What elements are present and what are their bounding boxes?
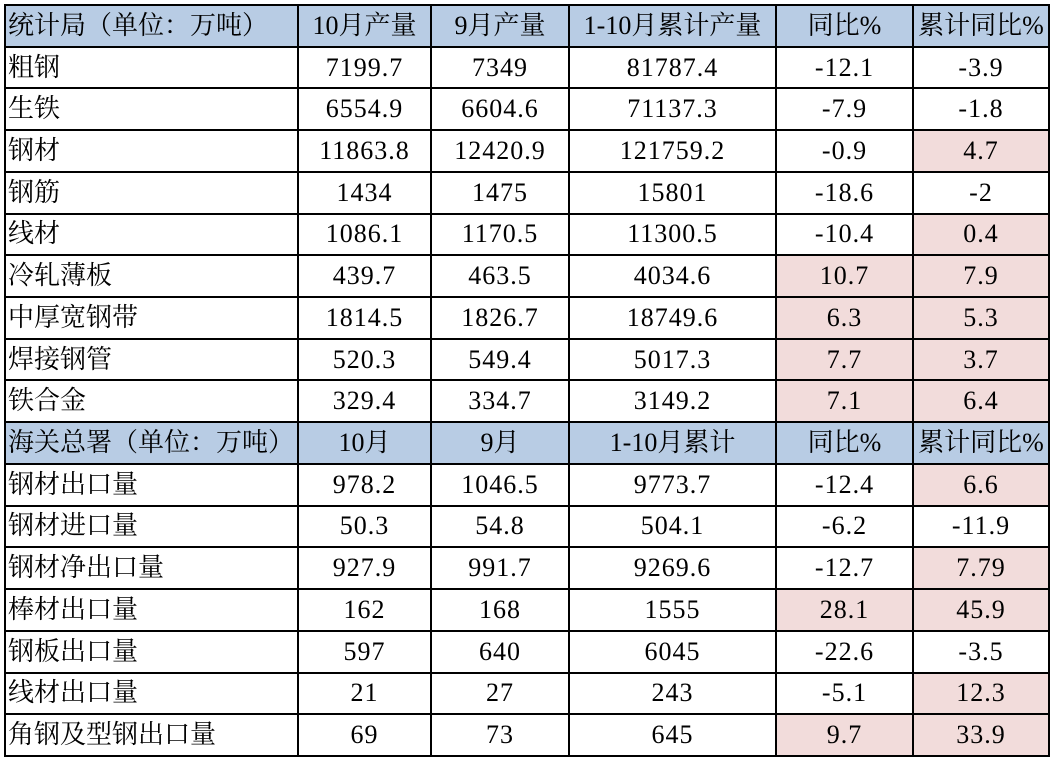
value-cell: 6.3 [776,297,913,339]
table-row-crude-steel [5,47,1049,89]
value-cell: 121759.2 [569,130,776,172]
section-title-statistics-bureau: 统计局（单位：万吨） [5,5,298,47]
value-cell: -12.1 [776,47,913,89]
column-header-sep-production: 9月产量 [431,5,569,47]
value-cell: 9269.6 [569,547,776,589]
value-cell: 243 [569,673,776,715]
value-cell: 549.4 [431,339,569,381]
value-cell: 11300.5 [569,214,776,256]
value-cell: 5017.3 [569,339,776,381]
value-cell: -12.4 [776,464,913,506]
value-cell: 9.7 [776,714,913,756]
table-row-pig-iron [5,88,1049,130]
value-cell: 334.7 [431,380,569,422]
section-header-row-customs [5,422,1049,464]
value-cell: 162 [298,589,431,631]
row-label: 冷轧薄板 [5,255,298,297]
row-label: 钢材出口量 [5,464,298,506]
value-cell: 54.8 [431,506,569,548]
value-cell: 50.3 [298,506,431,548]
value-cell: 0.4 [913,214,1049,256]
value-cell: -2 [913,172,1049,214]
value-cell: -22.6 [776,631,913,673]
column-header-oct: 10月 [298,422,431,464]
value-cell: 1086.1 [298,214,431,256]
value-cell: -5.1 [776,673,913,715]
value-cell: 1475 [431,172,569,214]
value-cell: 1826.7 [431,297,569,339]
table-row-cold-rolled-sheet [5,255,1049,297]
value-cell: 5.3 [913,297,1049,339]
value-cell: 69 [298,714,431,756]
value-cell: 1555 [569,589,776,631]
value-cell: 7.1 [776,380,913,422]
value-cell: 9773.7 [569,464,776,506]
column-header-oct-production: 10月产量 [298,5,431,47]
value-cell: 1814.5 [298,297,431,339]
value-cell: 1046.5 [431,464,569,506]
value-cell: 504.1 [569,506,776,548]
value-cell: 4034.6 [569,255,776,297]
value-cell: 45.9 [913,589,1049,631]
steel-statistics-table [4,4,1050,757]
value-cell: 6604.6 [431,88,569,130]
value-cell: -18.6 [776,172,913,214]
column-header-cumulative-yoy-2: 累计同比% [913,422,1049,464]
table-row-welded-pipe [5,339,1049,381]
value-cell: 27 [431,673,569,715]
value-cell: -6.2 [776,506,913,548]
value-cell: 4.7 [913,130,1049,172]
value-cell: 640 [431,631,569,673]
row-label: 棒材出口量 [5,589,298,631]
value-cell: 12.3 [913,673,1049,715]
value-cell: 6045 [569,631,776,673]
row-label: 线材出口量 [5,673,298,715]
row-label: 粗钢 [5,47,298,89]
table-row-plate-exports [5,631,1049,673]
value-cell: 978.2 [298,464,431,506]
column-header-sep: 9月 [431,422,569,464]
value-cell: 81787.4 [569,47,776,89]
value-cell: 927.9 [298,547,431,589]
value-cell: -11.9 [913,506,1049,548]
value-cell: 11863.8 [298,130,431,172]
value-cell: 7.9 [913,255,1049,297]
column-header-yoy-2: 同比% [776,422,913,464]
value-cell: 329.4 [298,380,431,422]
value-cell: 1434 [298,172,431,214]
value-cell: 33.9 [913,714,1049,756]
value-cell: 597 [298,631,431,673]
value-cell: -3.5 [913,631,1049,673]
value-cell: 1170.5 [431,214,569,256]
value-cell: 991.7 [431,547,569,589]
column-header-cumulative-yoy: 累计同比% [913,5,1049,47]
row-label: 钢板出口量 [5,631,298,673]
column-header-cumulative-production: 1-10月累计产量 [569,5,776,47]
value-cell: 6554.9 [298,88,431,130]
value-cell: -0.9 [776,130,913,172]
row-label: 角钢及型钢出口量 [5,714,298,756]
row-label: 中厚宽钢带 [5,297,298,339]
row-label: 钢材 [5,130,298,172]
value-cell: 3149.2 [569,380,776,422]
value-cell: 6.4 [913,380,1049,422]
value-cell: -3.9 [913,47,1049,89]
value-cell: -12.7 [776,547,913,589]
value-cell: 7199.7 [298,47,431,89]
value-cell: 18749.6 [569,297,776,339]
row-label: 钢材进口量 [5,506,298,548]
column-header-cumulative: 1-10月累计 [569,422,776,464]
value-cell: 7.79 [913,547,1049,589]
value-cell: 28.1 [776,589,913,631]
value-cell: 12420.9 [431,130,569,172]
table-row-angle-section-steel-exports [5,714,1049,756]
value-cell: 3.7 [913,339,1049,381]
table-row-steel-exports [5,464,1049,506]
value-cell: -10.4 [776,214,913,256]
value-cell: 73 [431,714,569,756]
value-cell: 7.7 [776,339,913,381]
value-cell: 520.3 [298,339,431,381]
value-cell: 645 [569,714,776,756]
value-cell: -7.9 [776,88,913,130]
value-cell: -1.8 [913,88,1049,130]
row-label: 生铁 [5,88,298,130]
table-row-wire-rod [5,214,1049,256]
row-label: 焊接钢管 [5,339,298,381]
table-row-steel-imports [5,506,1049,548]
table-row-medium-wide-strip [5,297,1049,339]
value-cell: 463.5 [431,255,569,297]
value-cell: 439.7 [298,255,431,297]
table-row-bar-exports [5,589,1049,631]
value-cell: 21 [298,673,431,715]
column-header-yoy: 同比% [776,5,913,47]
row-label: 铁合金 [5,380,298,422]
section-title-customs: 海关总署（单位：万吨） [5,422,298,464]
value-cell: 6.6 [913,464,1049,506]
row-label: 线材 [5,214,298,256]
table-row-rebar [5,172,1049,214]
value-cell: 7349 [431,47,569,89]
value-cell: 168 [431,589,569,631]
value-cell: 10.7 [776,255,913,297]
table-row-ferroalloy [5,380,1049,422]
row-label: 钢材净出口量 [5,547,298,589]
value-cell: 15801 [569,172,776,214]
row-label: 钢筋 [5,172,298,214]
table-row-steel-net-exports [5,547,1049,589]
section-header-row-statistics-bureau [5,5,1049,47]
value-cell: 71137.3 [569,88,776,130]
table-row-steel-products [5,130,1049,172]
table-row-wire-rod-exports [5,673,1049,715]
